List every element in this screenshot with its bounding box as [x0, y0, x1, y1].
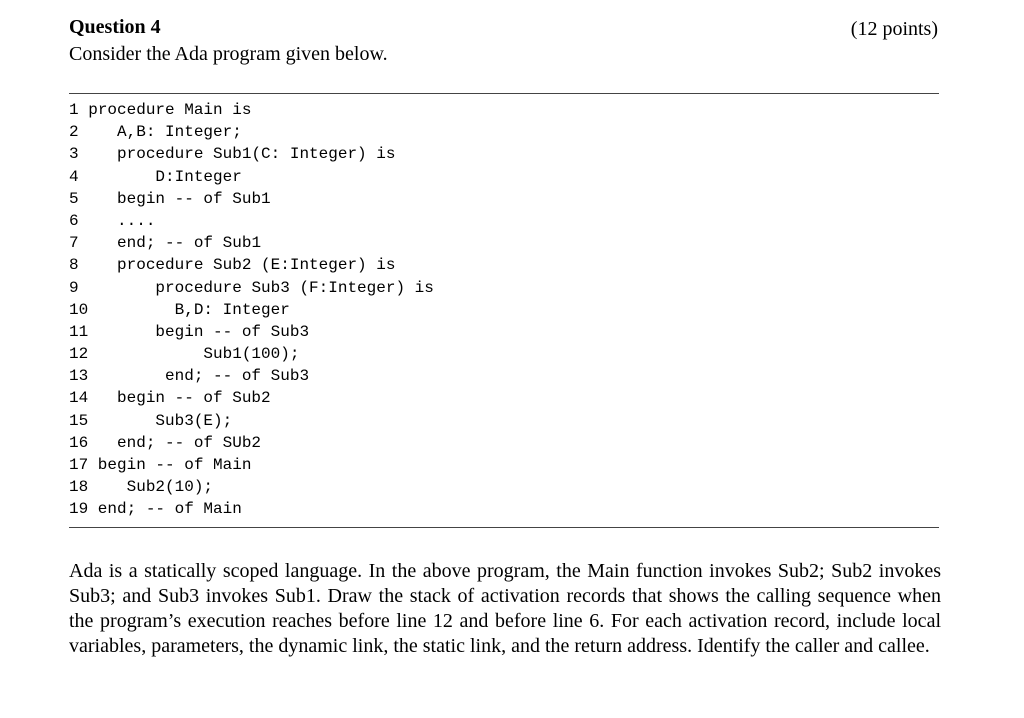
code-line [69, 498, 939, 520]
code-text: end; -- of Main [88, 500, 242, 519]
code-line [69, 232, 939, 254]
code-text: B,D: Integer [88, 300, 290, 319]
code-bottom-rule [69, 527, 939, 528]
code-line [69, 476, 939, 498]
code-line [69, 277, 939, 299]
code-text: end; -- of Sub3 [88, 367, 310, 386]
code-line [69, 99, 939, 121]
line-number: 5 [69, 189, 79, 208]
line-number: 8 [69, 256, 79, 275]
code-line [69, 454, 939, 476]
line-number: 6 [69, 211, 79, 230]
line-number: 12 [69, 345, 89, 364]
code-line [69, 321, 939, 343]
line-number: 3 [69, 145, 79, 164]
line-number: 4 [69, 167, 79, 186]
line-number: 19 [69, 500, 89, 519]
line-number: 2 [69, 123, 79, 142]
code-text: procedure Main is [78, 101, 252, 119]
line-number: 10 [69, 300, 89, 319]
code-text: end; -- of SUb2 [88, 433, 262, 452]
code-line [69, 410, 939, 432]
code-text: begin -- of Main [88, 456, 252, 474]
code-text: procedure Sub1(C: Integer) is [78, 145, 396, 164]
question-intro: Consider the Ada program given below. [69, 43, 388, 65]
code-line [69, 254, 939, 276]
code-text: .... [78, 211, 156, 230]
line-number: 15 [69, 411, 89, 430]
code-text: begin -- of Sub3 [88, 322, 310, 341]
code-text: A,B: Integer; [78, 123, 242, 142]
code-listing [69, 99, 939, 521]
line-number: 16 [69, 433, 89, 452]
question-title: Question 4 [69, 16, 161, 38]
line-number: 7 [69, 234, 79, 253]
code-top-rule [69, 93, 939, 94]
code-text: Sub3(E); [88, 411, 233, 430]
code-text: procedure Sub2 (E:Integer) is [78, 256, 396, 275]
code-line [69, 210, 939, 232]
code-line [69, 343, 939, 365]
code-line [69, 188, 939, 210]
code-text: end; -- of Sub1 [78, 234, 262, 253]
line-number: 11 [69, 322, 89, 341]
code-line [69, 143, 939, 165]
question-body: Ada is a statically scoped language. In the above program, the Main function invokes Sub2; Sub2 invokes Sub3; and Sub3 invokes Sub1. Draw the stack of activation records that shows the calling sequence when the program’s execution reaches before line 12 and before line 6. For each activation record, include local variables, parameters, the dynamic link, the static link, and the return address. Identify the caller and callee. [69, 560, 941, 657]
code-line [69, 299, 939, 321]
line-number: 13 [69, 367, 89, 386]
code-text: begin -- of Sub1 [78, 189, 271, 208]
code-line [69, 432, 939, 454]
code-text: D:Integer [78, 167, 242, 186]
line-number: 9 [69, 278, 79, 297]
line-number: 1 [69, 101, 79, 119]
line-number: 17 [69, 456, 89, 474]
question-points: (12 points) [850, 18, 938, 40]
code-text: begin -- of Sub2 [88, 389, 271, 408]
code-text: Sub2(10); [88, 478, 214, 497]
code-line [69, 166, 939, 188]
code-text: Sub1(100); [88, 345, 300, 364]
code-text: procedure Sub3 (F:Integer) is [78, 278, 434, 297]
line-number: 18 [69, 478, 89, 497]
code-line [69, 121, 939, 143]
code-line [69, 365, 939, 387]
line-number: 14 [69, 389, 89, 408]
code-line [69, 387, 939, 409]
